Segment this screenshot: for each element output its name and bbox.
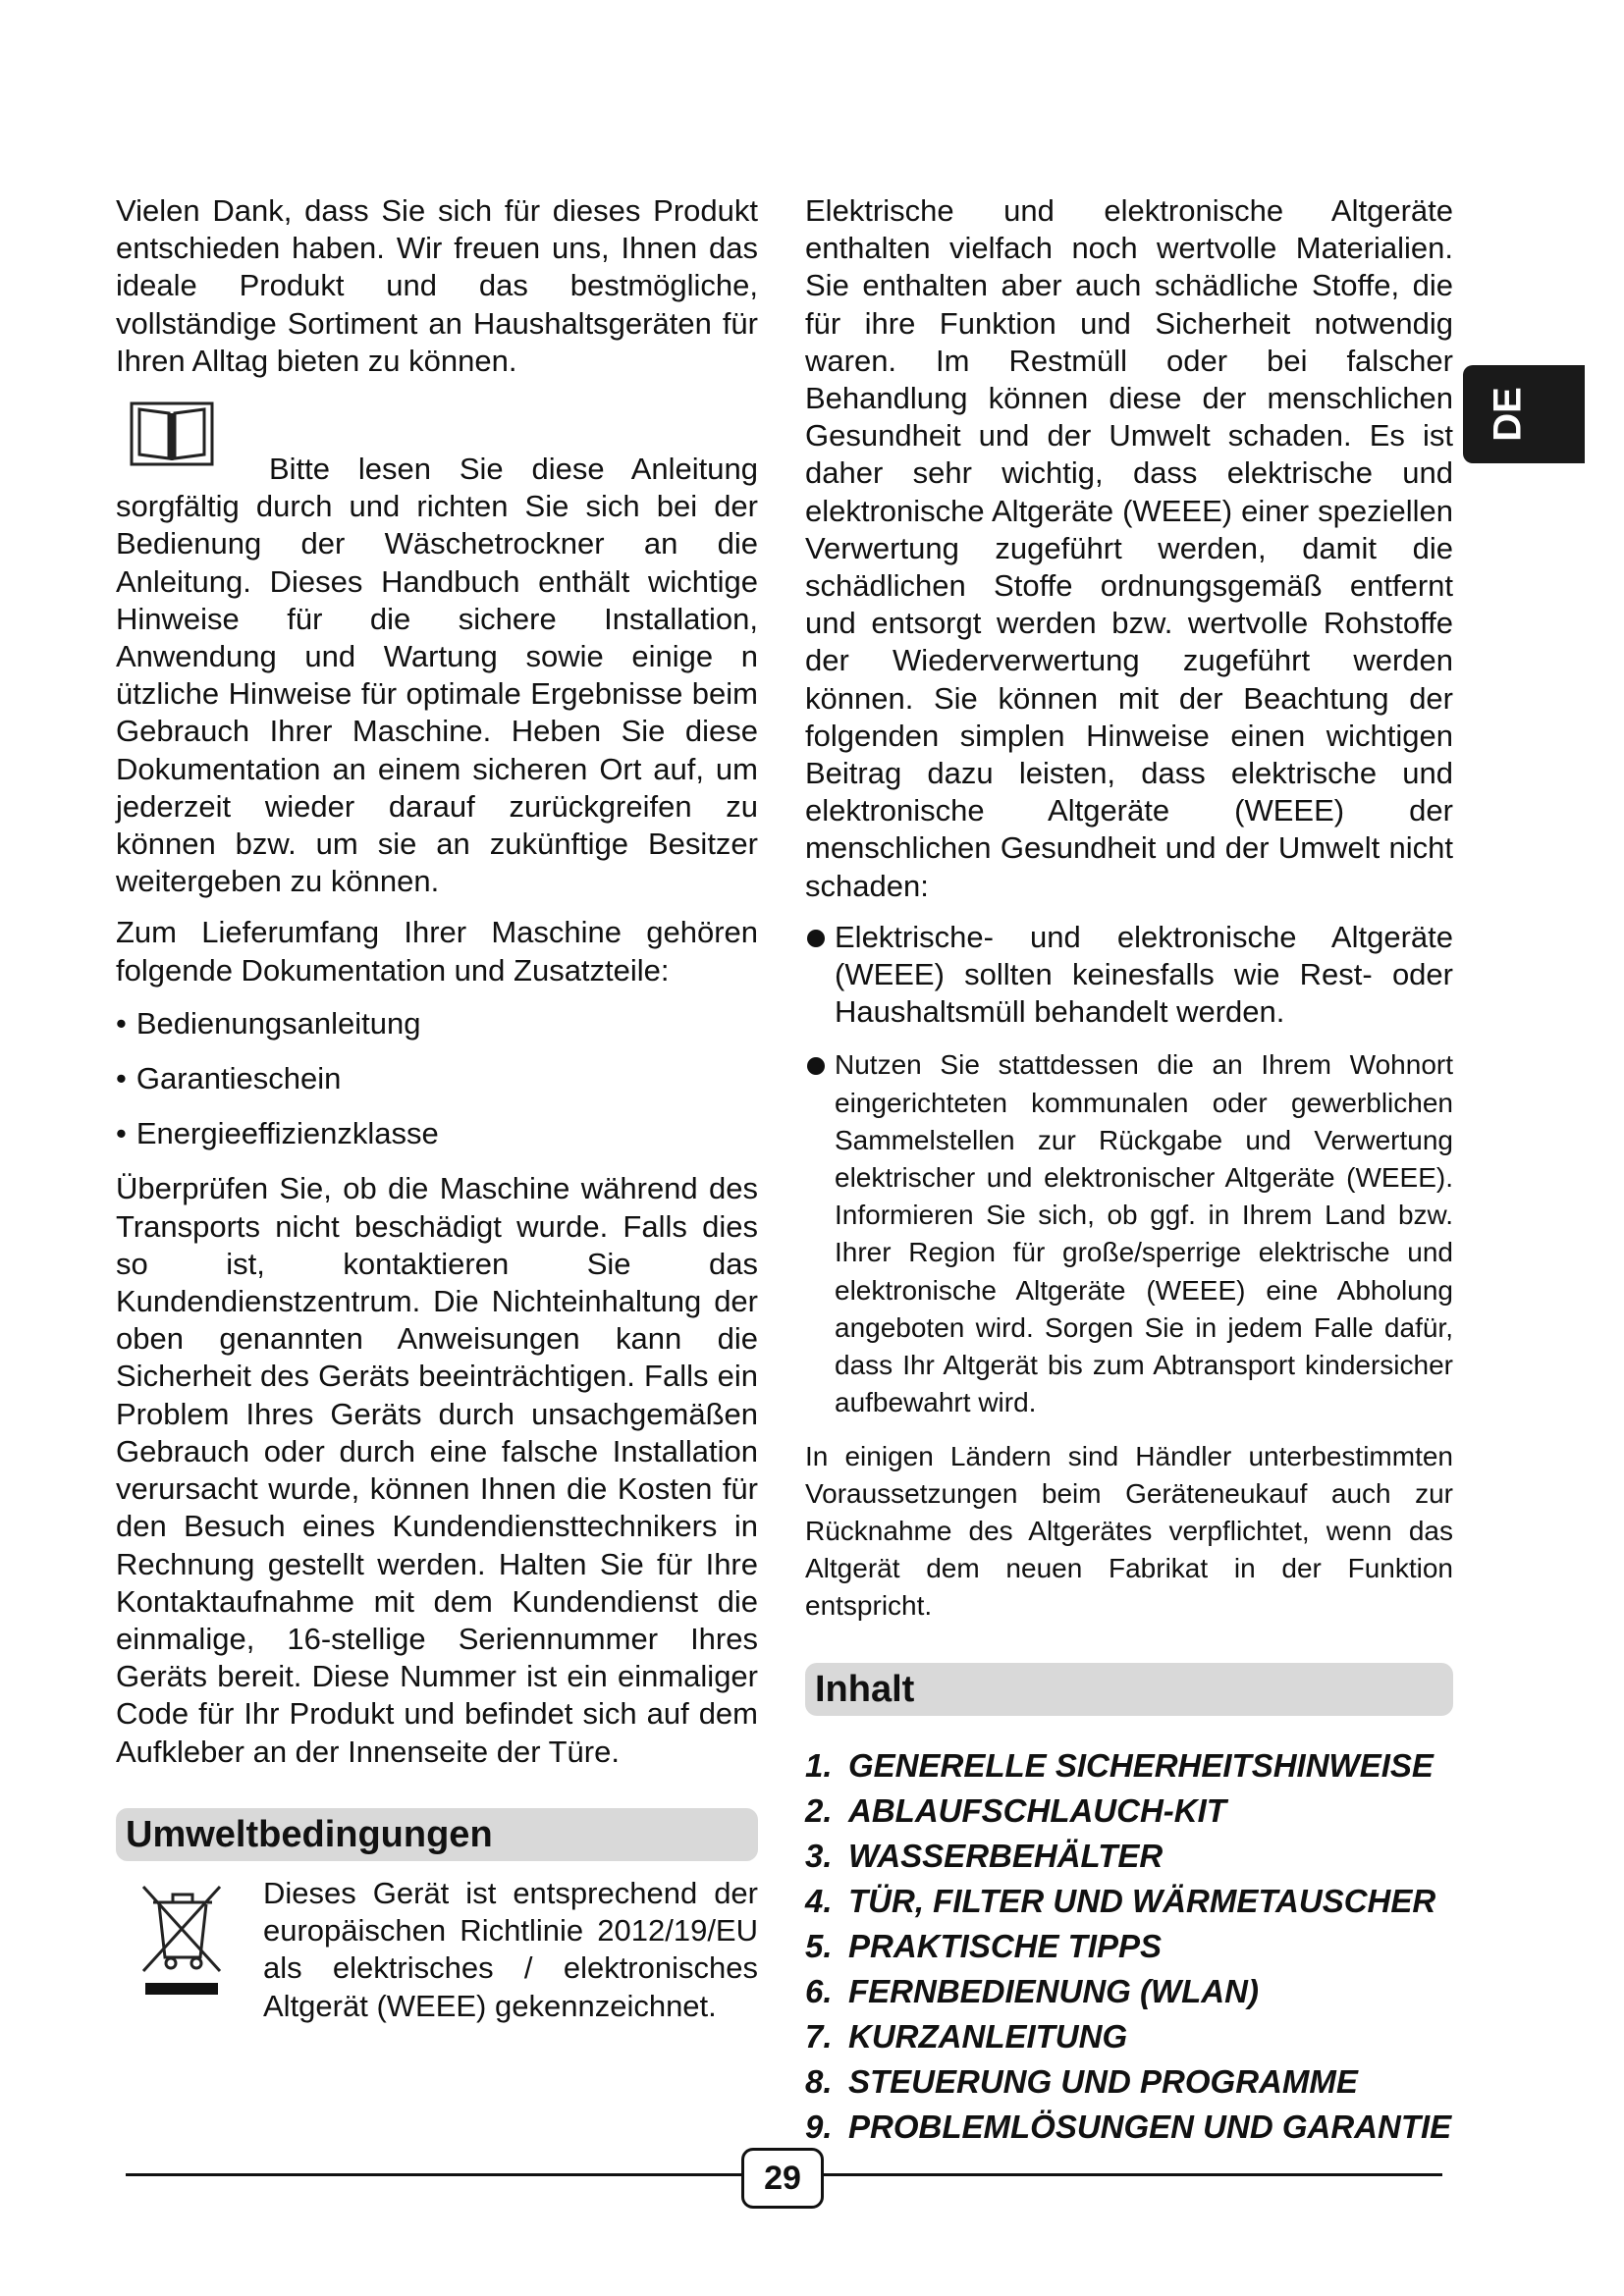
contents-item[interactable]: 3. WASSERBEHÄLTER bbox=[805, 1837, 1164, 1874]
contents-item[interactable]: 9. PROBLEMLÖSUNGEN UND GARANTIE bbox=[805, 2108, 1452, 2145]
check-paragraph: Überprüfen Sie, ob die Maschine während des Transports nicht beschädigt wurde. Falls dies so ist, kontaktieren Sie das Kundendienstzentrum. Die Nichteinhaltung der oben genannten Anweisungen kann die Sicherheit des Geräts beeinträchtigen. Falls ein Problem Ihres Geräts durch unsachgemäßen Gebrauch oder durch eine falsche Installation verursacht wurde, können Ihnen die Kosten für den Besuch eines Kundendiensttechnikers in Rechnung gestellt werden. Halten Sie für Ihre Kontaktaufnahme mit dem Kundendienst die einmalige, 16-stellige Seriennummer Ihres Geräts bereit. Diese Nummer ist ein einmaliger Code für Ihr Produkt und befindet sich auf dem Aufkleber an der Innenseite der Türe. bbox=[116, 1171, 758, 1769]
contents-item[interactable]: 1. GENERELLE SICHERHEITSHINWEISE bbox=[805, 1746, 1434, 1784]
right-column bbox=[805, 192, 1453, 2150]
list-item: Elektrische- und elektronische Altgeräte (WEEE) sollten keinesfalls wie Rest- oder Haushaltsmüll behandelt werden. bbox=[805, 919, 1453, 1032]
left-column bbox=[116, 192, 758, 2025]
language-label: DE bbox=[1486, 387, 1530, 442]
read-manual-block bbox=[116, 415, 758, 900]
crossed-bin-icon bbox=[139, 1881, 224, 1999]
book-icon bbox=[130, 400, 214, 468]
weee-intro-paragraph: Elektrische und elektronische Altgeräte enthalten vielfach noch wertvolle Materialien. Sie enthalten aber auch schädliche Stoffe, die für ihre Funktion und Sicherheit notwendig waren. Im Restmüll oder bei falscher Behandlung können diese der menschlichen Gesundheit und der Umwelt schaden. Es ist daher sehr wichtig, dass elektrische und elektronische Altgeräte (WEEE) einer speziellen Verwertung zugeführt werden, damit die schädlichen Stoffe ordnungsgemäß entfernt und entsorgt werden bzw. wertvolle Rohstoffe der Wiederverwertung zugeführt werden können. Sie können mit der Beachtung der folgenden simplen Hinweise einen wichtigen Beitrag dazu leisten, dass elektrische und elektronische Altgeräte (WEEE) der menschlichen Gesundheit und der Umwelt nicht schaden: bbox=[805, 193, 1453, 903]
scope-intro: Zum Lieferumfang Ihrer Maschine gehören folgende Dokumentation und Zusatzteile: bbox=[116, 915, 758, 988]
contents-heading: Inhalt bbox=[805, 1663, 1453, 1716]
list-item: • Bedienungsanleitung bbox=[116, 1005, 758, 1042]
weee-block bbox=[116, 1875, 758, 2025]
language-tab bbox=[1463, 365, 1585, 463]
contents-item[interactable]: 6. FERNBEDIENUNG (WLAN) bbox=[805, 1972, 1259, 2009]
footer-rule-right bbox=[824, 2173, 1442, 2176]
contents-item[interactable]: 2. ABLAUFSCHLAUCH-KIT bbox=[805, 1791, 1226, 1829]
contents-list bbox=[805, 1743, 1453, 2150]
list-item: • Energieeffizienzklasse bbox=[116, 1115, 758, 1152]
environment-heading: Umweltbedingungen bbox=[116, 1808, 758, 1861]
list-item: Nutzen Sie stattdessen die an Ihrem Wohnort eingerichteten kommunalen oder gewerblichen Sammelstellen zur Rückgabe und Verwertung elektrischer und elektronischer Altgeräte (WEEE). Informieren Sie sich, ob ggf. in Ihrem Land bzw. Ihrer Region für große/sperrige elektrische und elektronische Altgeräte (WEEE) eine Abholung angeboten wird. Sorgen Sie in jedem Falle dafür, dass Ihr Altgerät bis zum Abtransport kindersicher aufbewahrt wird. bbox=[805, 1046, 1453, 1421]
read-manual-paragraph: Bitte lesen Sie diese Anleitung sorgfältig durch und richten Sie sich bei der Bedienung der Wäschetrockner an die Anleitung. Dieses Handbuch enthält wichtige Hinweise für die sichere Installation, Anwendung und Wartung sowie einige n ützliche Hinweise für optimale Ergebnisse beim Gebrauch Ihrer Maschine. Heben Sie diese Dokumentation an einem sicheren Ort auf, um jederzeit wieder darauf zurückgreifen zu können bzw. um sie an zukünftige Besitzer weitergeben zu können. bbox=[116, 452, 758, 899]
list-item: • Garantieschein bbox=[116, 1060, 758, 1097]
dealers-paragraph: In einigen Ländern sind Händler unterbestimmten Voraussetzungen beim Geräteneukauf auch zur Rücknahme des Altgerätes verpflichtet, wenn das Altgerät dem neuen Fabrikat in der Funktion entspricht. bbox=[805, 1440, 1453, 1622]
contents-item[interactable]: 5. PRAKTISCHE TIPPS bbox=[805, 1927, 1163, 1964]
footer-rule-left bbox=[126, 2173, 741, 2176]
contents-item[interactable]: 4. TÜR, FILTER UND WÄRMETAUSCHER bbox=[805, 1882, 1436, 1919]
contents-item[interactable]: 7. KURZANLEITUNG bbox=[805, 2017, 1128, 2055]
contents-item[interactable]: 8. STEUERUNG UND PROGRAMME bbox=[805, 2062, 1358, 2100]
page-number: 29 bbox=[741, 2148, 824, 2209]
weee-bullets bbox=[805, 919, 1453, 1422]
docs-list bbox=[116, 1005, 758, 1153]
weee-paragraph: Dieses Gerät ist entsprechend der europäischen Richtlinie 2012/19/EU als elektrisches / elektronisches Altgerät (WEEE) gekennzeichnet. bbox=[263, 1875, 758, 2023]
intro-paragraph: Vielen Dank, dass Sie sich für dieses Produkt entschieden haben. Wir freuen uns, Ihnen das ideale Produkt und das bestmögliche, vollständige Sortiment an Haushaltsgeräten für Ihren Alltag bieten zu können. bbox=[116, 193, 758, 378]
